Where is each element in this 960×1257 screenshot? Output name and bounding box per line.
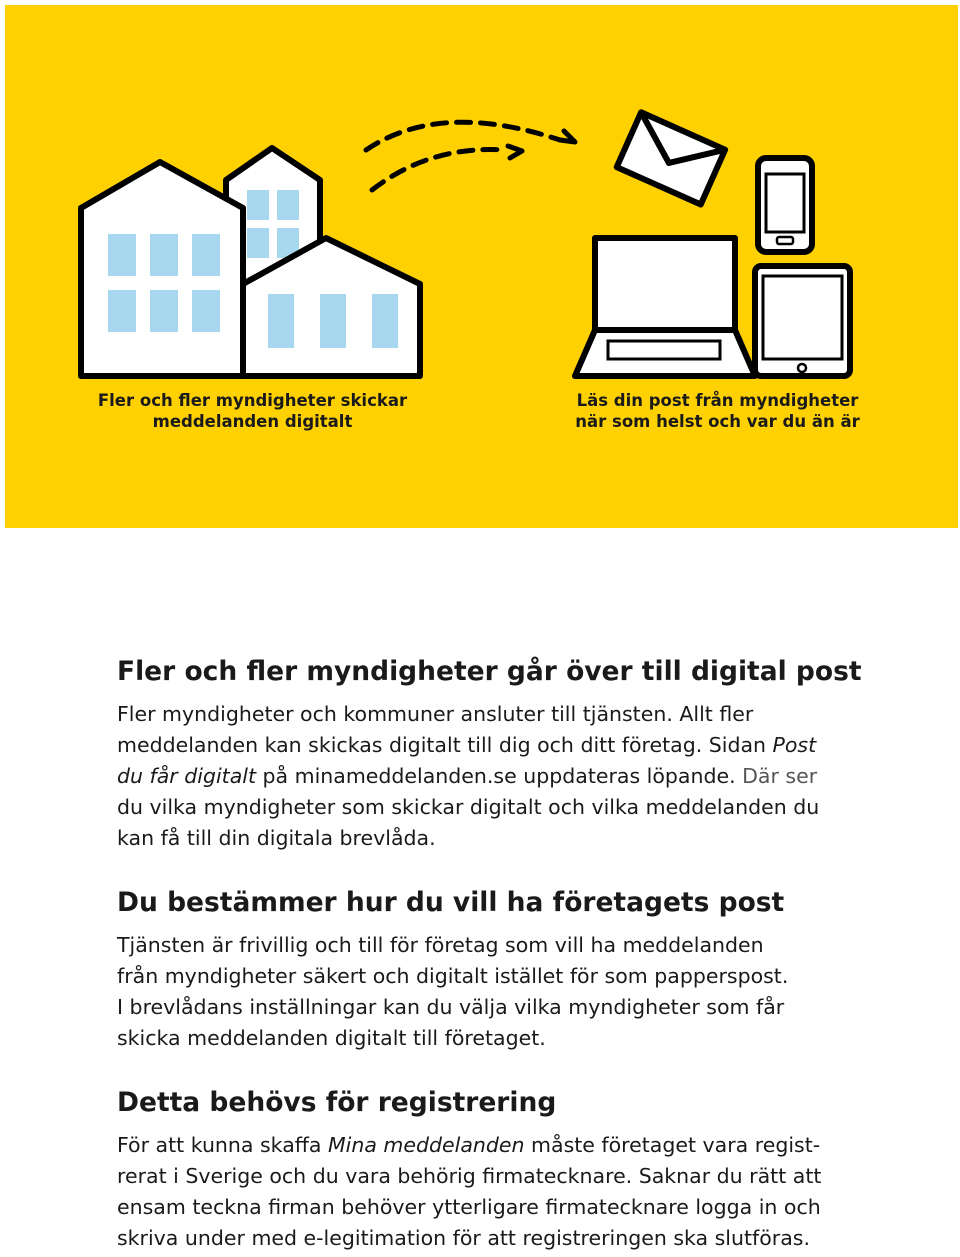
body-line: skriva under med e-legitimation för att registreringen ska slutföras. — [117, 1226, 810, 1250]
body-text: på minameddelanden.se uppdateras löpande. — [256, 764, 736, 788]
tablet-icon — [755, 266, 850, 376]
building-left-icon — [81, 162, 243, 376]
body-text: Där ser — [735, 764, 818, 788]
body-line: I brevlådans inställningar kan du välja vilka myndigheter som får — [117, 995, 785, 1019]
envelope-icon — [617, 112, 725, 204]
body-line: från myndigheter säkert och digitalt istället för som papperspost. — [117, 964, 789, 988]
smartphone-icon — [758, 158, 812, 252]
right-caption — [565, 390, 870, 432]
section-company-post — [117, 886, 857, 1054]
left-caption-line: meddelanden digitalt — [152, 412, 353, 431]
section-body — [117, 699, 857, 854]
section-digital-post — [117, 655, 862, 854]
left-caption-line: Fler och fler myndigheter skickar — [97, 391, 408, 410]
body-line — [117, 1130, 857, 1161]
emphasis-text: du får digitalt — [117, 764, 256, 788]
dashed-arrow-icon — [366, 122, 575, 190]
body-line: rerat i Sverige och du vara behörig firmatecknare. Saknar du rätt att — [117, 1164, 822, 1188]
body-line: ensam teckna firman behöver ytterligare firmatecknare logga in och — [117, 1195, 821, 1219]
section-heading: Detta behövs för registrering — [117, 1087, 557, 1118]
laptop-icon — [575, 238, 755, 376]
body-line: kan få till din digitala brevlåda. — [117, 826, 436, 850]
section-body — [117, 930, 857, 1054]
body-line: du vilka myndigheter som skickar digitalt och vilka meddelanden du — [117, 795, 820, 819]
left-caption — [80, 390, 425, 432]
body-text: För att kunna skaffa — [117, 1133, 328, 1157]
section-heading: Du bestämmer hur du vill ha företagets post — [117, 887, 785, 918]
right-caption-line: Läs din post från myndigheter — [576, 391, 859, 410]
body-line: Fler myndigheter och kommuner ansluter till tjänsten. Allt fler — [117, 702, 754, 726]
right-caption-line: när som helst och var du än är — [575, 412, 860, 431]
body-line: Tjänsten är frivillig och till för företag som vill ha meddelanden — [117, 933, 764, 957]
body-line: skicka meddelanden digitalt till företaget. — [117, 1026, 546, 1050]
body-line — [117, 761, 857, 792]
emphasis-text: Post — [772, 733, 817, 757]
section-registration — [117, 1086, 857, 1254]
body-line — [117, 730, 857, 761]
section-body — [117, 1130, 857, 1254]
body-text: meddelanden kan skickas digitalt till dig och ditt företag. Sidan — [117, 733, 773, 757]
emphasis-text: Mina meddelanden — [327, 1133, 525, 1157]
illustration — [0, 0, 960, 530]
section-heading: Fler och fler myndigheter går över till digital post — [117, 656, 862, 687]
body-text: måste företaget vara regist- — [524, 1133, 821, 1157]
